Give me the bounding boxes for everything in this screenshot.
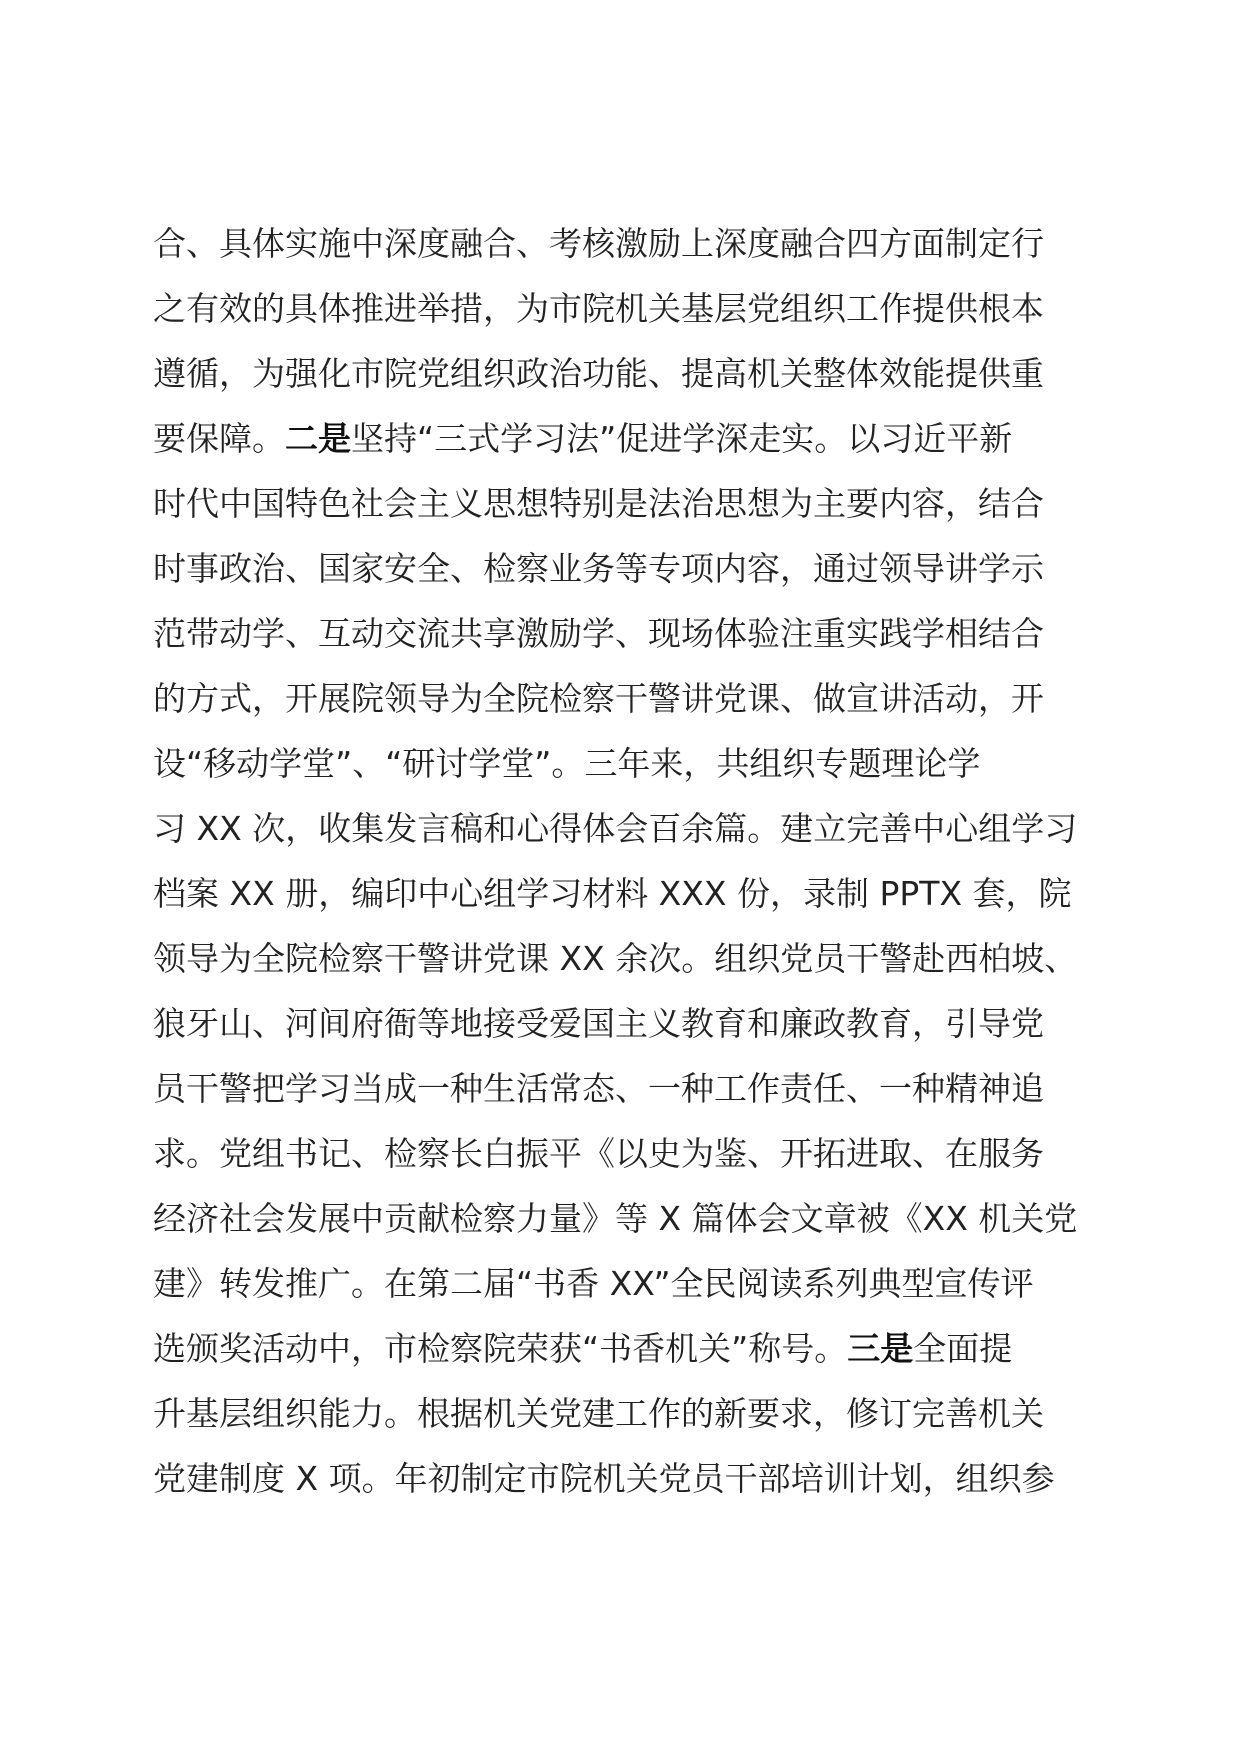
emphasis-marker-three: 三是 (847, 1329, 914, 1368)
text-line: 选颁奖活动中，市检察院荣获“书香机关”称号。三是全面提 (153, 1329, 1013, 1368)
text-line: 之有效的具体推进举措，为市院机关基层党组织工作提供根本 (153, 289, 1044, 328)
text-line: 狼牙山、河间府衙等地接受爱国主义教育和廉政教育，引导党 (153, 1004, 1044, 1043)
text-line: 员干警把学习当成一种生活常态、一种工作责任、一种精神追 (153, 1069, 1044, 1108)
text-line: 档案 XX 册，编印中心组学习材料 XXX 份，录制 PPTX 套，院 (153, 874, 1072, 913)
text-line: 的方式，开展院领导为全院检察干警讲党课、做宣讲活动，开 (153, 679, 1044, 718)
text-line: 时代中国特色社会主义思想特别是法治思想为主要内容，结合 (153, 484, 1044, 523)
text-line: 建》转发推广。在第二届“书香 XX”全民阅读系列典型宣传评 (153, 1264, 1034, 1303)
emphasis-marker-two: 二是 (285, 419, 351, 458)
text-line: 设“移动学堂”、“研讨学堂”。三年来，共组织专题理论学 (153, 744, 981, 783)
text-line: 经济社会发展中贡献检察力量》等 X 篇体会文章被《XX 机关党 (153, 1199, 1078, 1238)
text-line: 遵循，为强化市院党组织政治功能、提高机关整体效能提供重 (153, 354, 1044, 393)
text-line: 时事政治、国家安全、检察业务等专项内容，通过领导讲学示 (153, 549, 1044, 588)
text-line: 党建制度 X 项。年初制定市院机关党员干部培训计划，组织参 (153, 1459, 1055, 1498)
text-line: 习 XX 次，收集发言稿和心得体会百余篇。建立完善中心组学习 (153, 809, 1078, 848)
body-paragraph (153, 211, 1093, 1511)
text-line: 领导为全院检察干警讲党课 XX 余次。组织党员干警赴西柏坡、 (153, 939, 1078, 978)
text-line: 要保障。二是坚持“三式学习法”促进学深走实。以习近平新 (153, 419, 1013, 458)
text-line: 范带动学、互动交流共享激励学、现场体验注重实践学相结合 (153, 614, 1044, 653)
text-line: 合、具体实施中深度融合、考核激励上深度融合四方面制定行 (153, 224, 1044, 263)
text-line: 升基层组织能力。根据机关党建工作的新要求，修订完善机关 (153, 1394, 1044, 1433)
text-line: 求。党组书记、检察长白振平《以史为鉴、开拓进取、在服务 (153, 1134, 1044, 1173)
